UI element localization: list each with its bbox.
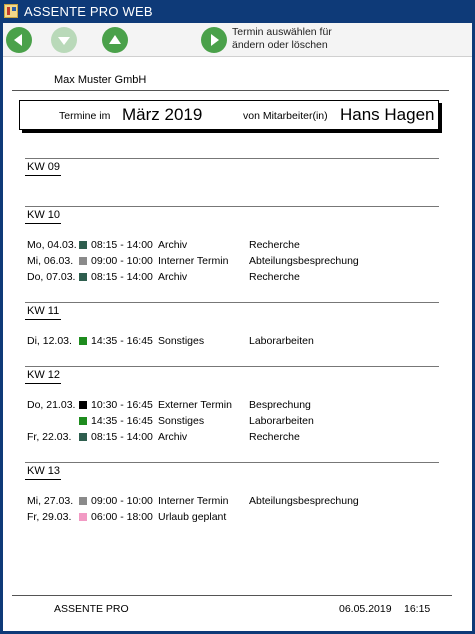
week-underline <box>25 319 61 320</box>
appointment-type: Sonstiges <box>158 335 205 347</box>
appointment-row[interactable] <box>27 271 447 284</box>
up-button[interactable] <box>102 27 128 53</box>
appointment-description: Abteilungsbesprechung <box>249 495 359 507</box>
toolbar-hint <box>232 26 332 52</box>
appointment-description: Besprechung <box>249 399 311 411</box>
appointment-description: Recherche <box>249 271 300 283</box>
appointment-row[interactable] <box>27 399 447 412</box>
employee-label: von Mitarbeiter(in) <box>243 110 328 122</box>
week-underline <box>25 175 61 176</box>
title-bar <box>0 0 475 23</box>
appointment-type: Archiv <box>158 239 188 251</box>
appointment-description: Recherche <box>249 239 300 251</box>
footer-app-name: ASSENTE PRO <box>54 603 129 615</box>
appointment-description: Recherche <box>249 431 300 443</box>
week-underline <box>25 383 61 384</box>
appointment-description: Laborarbeiten <box>249 335 314 347</box>
week-label: KW 09 <box>27 161 61 173</box>
company-name: Max Muster GmbH <box>54 74 147 86</box>
category-color-marker <box>79 337 87 345</box>
up-arrow-icon <box>102 27 128 53</box>
category-color-marker <box>79 513 87 521</box>
appointment-row[interactable] <box>27 255 447 268</box>
category-color-marker <box>79 497 87 505</box>
appointment-row[interactable] <box>27 415 447 428</box>
week-underline <box>25 479 61 480</box>
appointment-row[interactable] <box>27 239 447 252</box>
forward-button[interactable] <box>201 27 227 53</box>
category-color-marker <box>79 417 87 425</box>
category-color-marker <box>79 433 87 441</box>
footer-time: 16:15 <box>404 603 431 615</box>
window-title: ASSENTE PRO WEB <box>24 4 153 19</box>
appointment-description: Laborarbeiten <box>249 415 314 427</box>
termine-label: Termine im <box>59 110 111 122</box>
week-label: KW 11 <box>27 305 60 317</box>
appointment-day: Di, 12.03. <box>27 335 72 347</box>
appointment-description: Abteilungsbesprechung <box>249 255 359 267</box>
appointment-time: 08:15 - 14:00 <box>91 271 153 283</box>
hint-line-2: ändern oder löschen <box>232 39 328 51</box>
toolbar <box>3 23 472 57</box>
appointment-type: Sonstiges <box>158 415 205 427</box>
week-label: KW 10 <box>27 209 61 221</box>
back-button[interactable] <box>6 27 32 53</box>
appointment-time: 09:00 - 10:00 <box>91 255 153 267</box>
category-color-marker <box>79 401 87 409</box>
appointment-row[interactable] <box>27 335 447 348</box>
week-label: KW 12 <box>27 369 61 381</box>
appointment-type: Interner Termin <box>158 255 229 267</box>
header-divider <box>12 90 449 91</box>
employee-name: Hans Hagen <box>340 105 435 124</box>
appointment-day: Mi, 27.03. <box>27 495 74 507</box>
appointment-day: Fr, 29.03. <box>27 511 72 523</box>
week-divider <box>25 206 439 207</box>
appointment-type: Interner Termin <box>158 495 229 507</box>
week-label: KW 13 <box>27 465 61 477</box>
forward-arrow-icon <box>201 27 227 53</box>
appointment-row[interactable] <box>27 511 447 524</box>
category-color-marker <box>79 273 87 281</box>
category-color-marker <box>79 257 87 265</box>
appointment-time: 14:35 - 16:45 <box>91 335 153 347</box>
week-divider <box>25 462 439 463</box>
appointment-type: Archiv <box>158 271 188 283</box>
appointment-day: Mi, 06.03. <box>27 255 74 267</box>
appointment-row[interactable] <box>27 495 447 508</box>
appointment-type: Externer Termin <box>158 399 232 411</box>
report-header <box>19 100 439 130</box>
appointment-time: 09:00 - 10:00 <box>91 495 153 507</box>
footer-divider <box>12 595 452 596</box>
appointment-time: 10:30 - 16:45 <box>91 399 153 411</box>
appointment-time: 14:35 - 16:45 <box>91 415 153 427</box>
week-underline <box>25 223 61 224</box>
appointment-time: 06:00 - 18:00 <box>91 511 153 523</box>
appointment-time: 08:15 - 14:00 <box>91 431 153 443</box>
appointment-day: Mo, 04.03. <box>27 239 77 251</box>
app-logo-icon <box>4 4 18 18</box>
appointment-type: Urlaub geplant <box>158 511 227 523</box>
down-arrow-icon <box>51 27 77 53</box>
down-button[interactable] <box>51 27 77 53</box>
appointment-day: Do, 07.03. <box>27 271 76 283</box>
appointment-day: Do, 21.03. <box>27 399 76 411</box>
week-divider <box>25 302 439 303</box>
back-arrow-icon <box>6 27 32 53</box>
appointment-time: 08:15 - 14:00 <box>91 239 153 251</box>
appointment-day: Fr, 22.03. <box>27 431 72 443</box>
appointment-type: Archiv <box>158 431 188 443</box>
month-label: März 2019 <box>122 105 203 124</box>
week-divider <box>25 158 439 159</box>
category-color-marker <box>79 241 87 249</box>
footer-date: 06.05.2019 <box>339 603 392 615</box>
appointment-row[interactable] <box>27 431 447 444</box>
hint-line-1: Termin auswählen für <box>232 26 332 38</box>
week-divider <box>25 366 439 367</box>
